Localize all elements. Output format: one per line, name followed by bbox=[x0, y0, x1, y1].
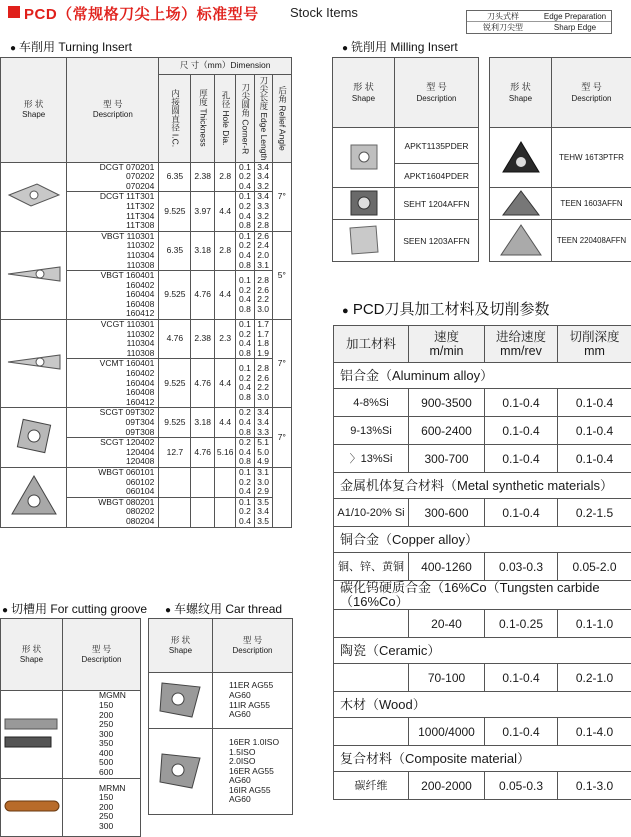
hole-cell: 2.3 bbox=[214, 320, 235, 359]
material-category-row bbox=[334, 581, 631, 610]
page-title-en: Stock Items bbox=[290, 5, 358, 20]
insert-shape-image bbox=[1, 408, 67, 468]
thread-table: 形 状 Shape 型 号 Description 11ER AG55 AG60 11IR AG55 AG60 16ER 1.0ISO 1.5ISO 2.0ISO 16ER AG55 AG60 16IR AG55 AG60 bbox=[148, 618, 293, 815]
section-thread: ● 车螺纹用 Car thread bbox=[165, 600, 282, 617]
table-row bbox=[334, 417, 631, 445]
value-cell: 0.1-0.4 bbox=[485, 417, 558, 445]
edge-cell: 3.4 3.4 3.2 bbox=[254, 162, 272, 192]
corner-cell: 0.1 0.2 0.4 bbox=[236, 162, 254, 192]
ic-cell bbox=[159, 467, 191, 497]
value-cell: 900-3500 bbox=[409, 389, 485, 417]
ic-cell bbox=[159, 497, 191, 527]
corner-cell: 0.1 0.2 0.4 0.8 bbox=[236, 271, 254, 320]
groove-insert-image-mrmn bbox=[1, 779, 63, 837]
thickness-cell: 4.76 bbox=[191, 271, 215, 320]
relief-angle-cell: 7° bbox=[272, 162, 291, 231]
table-row bbox=[334, 610, 631, 638]
value-cell: 0.1-0.4 bbox=[485, 499, 558, 527]
model-cell: DCGT 11T301 11T302 11T304 11T308 bbox=[67, 192, 159, 231]
corner-cell: 0.1 0.2 0.4 bbox=[236, 497, 254, 527]
material-category-row bbox=[334, 638, 631, 664]
corner-cell: 0.2 0.4 0.8 bbox=[236, 438, 254, 468]
category-cell: 陶瓷（Ceramic） bbox=[334, 638, 631, 664]
model-cell: VCGT 110301 110302 110304 110308 bbox=[67, 320, 159, 359]
relief-angle-cell: 7° bbox=[272, 408, 291, 468]
legend-box: 刀头式样 Edge Preparation 锐利刀尖型 Sharp Edge bbox=[466, 10, 612, 34]
category-cell: 铝合金（Aluminum alloy） bbox=[334, 363, 631, 389]
thickness-cell: 3.97 bbox=[191, 192, 215, 231]
page-header bbox=[0, 0, 631, 24]
value-cell: 0.2-1.0 bbox=[558, 664, 631, 692]
material-category-row bbox=[334, 473, 631, 499]
thickness-cell bbox=[191, 467, 215, 497]
corner-cell: 0.2 0.4 0.8 bbox=[236, 408, 254, 438]
model-cell: WBGT 080201 080202 080204 bbox=[67, 497, 159, 527]
material-category-row bbox=[334, 746, 631, 772]
table-row bbox=[1, 408, 292, 438]
value-cell: 70-100 bbox=[409, 664, 485, 692]
material-category-row bbox=[334, 692, 631, 718]
model-cell: VBGT 110301 110302 110304 110308 bbox=[67, 231, 159, 270]
ic-cell: 6.35 bbox=[159, 231, 191, 270]
ic-cell: 9.525 bbox=[159, 359, 191, 408]
hole-cell: 4.4 bbox=[214, 408, 235, 438]
value-cell: 4-8%Si bbox=[334, 389, 409, 417]
thickness-cell: 2.38 bbox=[191, 162, 215, 192]
header-cell: 速度 m/min bbox=[409, 326, 485, 363]
value-cell: 0.1-0.4 bbox=[558, 445, 631, 473]
value-cell: 300-700 bbox=[409, 445, 485, 473]
category-cell: 金属机体复合材料（Metal synthetic materials） bbox=[334, 473, 631, 499]
value-cell: 1000/4000 bbox=[409, 718, 485, 746]
page-title: PCD（常规格刀尖上场）标准型号 bbox=[24, 3, 259, 24]
value-cell: 0.05-0.3 bbox=[485, 772, 558, 800]
category-cell: 碳化钨硬质合金（16%Co（Tungsten carbide（16%Co） bbox=[334, 581, 631, 610]
corner-cell: 0.1 0.2 0.4 0.8 bbox=[236, 320, 254, 359]
value-cell: 0.1-0.4 bbox=[485, 445, 558, 473]
value-cell: 0.1-0.4 bbox=[485, 718, 558, 746]
value-cell: 0.1-0.4 bbox=[558, 417, 631, 445]
table-row bbox=[1, 320, 292, 359]
value-cell: 600-2400 bbox=[409, 417, 485, 445]
table-row bbox=[334, 664, 631, 692]
model-cell: DCGT 070201 070202 070204 bbox=[67, 162, 159, 192]
hole-cell bbox=[214, 467, 235, 497]
edge-cell: 2.8 2.6 2.2 3.0 bbox=[254, 359, 272, 408]
ic-cell: 6.35 bbox=[159, 162, 191, 192]
category-cell: 复合材料（Composite material） bbox=[334, 746, 631, 772]
corner-cell: 0.1 0.2 0.4 0.8 bbox=[236, 359, 254, 408]
insert-shape-image bbox=[1, 320, 67, 408]
thickness-cell: 3.18 bbox=[191, 408, 215, 438]
value-cell: 0.1-0.4 bbox=[485, 664, 558, 692]
materials-header-row bbox=[334, 326, 631, 363]
value-cell bbox=[334, 718, 409, 746]
thread-insert-image-11 bbox=[149, 673, 213, 729]
model-cell: VBGT 160401 160402 160404 160408 160412 bbox=[67, 271, 159, 320]
table-row bbox=[334, 772, 631, 800]
value-cell: 碳纤维 bbox=[334, 772, 409, 800]
value-cell: 400-1260 bbox=[409, 553, 485, 581]
value-cell: 〉13%Si bbox=[334, 445, 409, 473]
model-cell: WBGT 060101 060102 060104 bbox=[67, 467, 159, 497]
ic-cell: 9.525 bbox=[159, 408, 191, 438]
ic-cell: 9.525 bbox=[159, 271, 191, 320]
model-cell: SCGT 120402 120404 120408 bbox=[67, 438, 159, 468]
corner-cell: 0.1 0.2 0.4 0.8 bbox=[236, 231, 254, 270]
value-cell: 0.2-1.5 bbox=[558, 499, 631, 527]
category-cell: 木材（Wood） bbox=[334, 692, 631, 718]
groove-table: 形 状 Shape 型 号 Description MGMN 150 200 250 300 350 400 500 600 MRMN 150 200 250 300 bbox=[0, 618, 141, 837]
value-cell: 20-40 bbox=[409, 610, 485, 638]
table-row bbox=[334, 718, 631, 746]
edge-cell: 2.6 2.4 2.0 3.1 bbox=[254, 231, 272, 270]
value-cell: 300-600 bbox=[409, 499, 485, 527]
edge-cell: 1.7 1.7 1.8 1.9 bbox=[254, 320, 272, 359]
thickness-cell: 4.76 bbox=[191, 359, 215, 408]
corner-cell: 0.1 0.2 0.4 0.8 bbox=[236, 192, 254, 231]
insert-image-apkt bbox=[333, 128, 395, 188]
insert-image-seht bbox=[333, 188, 395, 220]
value-cell: A1/10-20% Si bbox=[334, 499, 409, 527]
header-cell: 加工材料 bbox=[334, 326, 409, 363]
model-cell: VCMT 160401 160402 160404 160408 160412 bbox=[67, 359, 159, 408]
value-cell bbox=[334, 664, 409, 692]
material-category-row bbox=[334, 363, 631, 389]
model-cell: SCGT 09T302 09T304 09T308 bbox=[67, 408, 159, 438]
insert-image-teen-2204 bbox=[490, 220, 552, 262]
thickness-cell: 4.76 bbox=[191, 438, 215, 468]
ic-cell: 12.7 bbox=[159, 438, 191, 468]
edge-cell: 3.4 3.3 3.2 2.8 bbox=[254, 192, 272, 231]
table-row bbox=[1, 467, 292, 497]
value-cell bbox=[334, 610, 409, 638]
value-cell: 0.05-2.0 bbox=[558, 553, 631, 581]
value-cell: 0.1-0.4 bbox=[558, 389, 631, 417]
table-row bbox=[1, 231, 292, 270]
hole-cell: 4.4 bbox=[214, 359, 235, 408]
edge-cell: 3.4 3.4 3.3 bbox=[254, 408, 272, 438]
value-cell: 铜、锌、黄铜 bbox=[334, 553, 409, 581]
thickness-cell: 3.18 bbox=[191, 231, 215, 270]
value-cell: 200-2000 bbox=[409, 772, 485, 800]
hole-cell: 4.4 bbox=[214, 192, 235, 231]
table-row bbox=[1, 162, 292, 192]
table-row bbox=[334, 499, 631, 527]
ic-cell: 9.525 bbox=[159, 192, 191, 231]
section-turning: ● 车削用 Turning Insert bbox=[10, 38, 132, 55]
header-cell: 切削深度 mm bbox=[558, 326, 631, 363]
edge-cell: 2.8 2.6 2.2 3.0 bbox=[254, 271, 272, 320]
thickness-cell: 2.38 bbox=[191, 320, 215, 359]
hole-cell: 2.8 bbox=[214, 162, 235, 192]
material-category-row bbox=[334, 527, 631, 553]
relief-angle-cell bbox=[272, 467, 291, 527]
value-cell: 0.1-0.25 bbox=[485, 610, 558, 638]
insert-image-seen bbox=[333, 220, 395, 262]
hole-cell: 5.16 bbox=[214, 438, 235, 468]
thickness-cell bbox=[191, 497, 215, 527]
section-groove: ● 切槽用 For cutting groove bbox=[2, 600, 147, 617]
milling-table-right: 形 状 Shape 型 号 Description TEHW 16T3PTFR TEEN 1603AFFN TEEN 220408AFFN bbox=[489, 57, 631, 262]
hole-cell: 4.4 bbox=[214, 271, 235, 320]
red-square-icon bbox=[8, 6, 20, 18]
relief-angle-cell: 5° bbox=[272, 231, 291, 319]
insert-shape-image bbox=[1, 231, 67, 319]
materials-table bbox=[333, 325, 631, 800]
materials-title: ● PCD刀具加工材料及切削参数 bbox=[342, 298, 550, 319]
category-cell: 铜合金（Copper alloy） bbox=[334, 527, 631, 553]
milling-table-left: 形 状 Shape 型 号 Description APKT1135PDER APKT1604PDER SEHT 1204AFFN SEEN 1203AFFN bbox=[332, 57, 479, 262]
relief-angle-cell: 7° bbox=[272, 320, 291, 408]
value-cell: 0.1-4.0 bbox=[558, 718, 631, 746]
insert-image-tehw bbox=[490, 128, 552, 188]
header-cell: 进给速度 mm/rev bbox=[485, 326, 558, 363]
table-row bbox=[334, 445, 631, 473]
groove-insert-image-mgmn bbox=[1, 691, 63, 779]
value-cell: 0.1-0.4 bbox=[485, 389, 558, 417]
section-milling: ● 铣削用 Milling Insert bbox=[342, 38, 458, 55]
hole-cell bbox=[214, 497, 235, 527]
value-cell: 0.1-3.0 bbox=[558, 772, 631, 800]
turning-insert-table: 形 状 Shape 型 号 Description 尺 寸（mm）Dimension 内接圆直径 I.C. 厚度 Thickness 孔径 Hole Dia. 刀尖圆角 Corner-R 刀尖长度 Edge Length 后角 Relief Angle DCGT 070201 070202 070204 6.35 2.38 2.8 0.1 0.2 0.4 3.4 3.4 3.2 7° DCGT 11T301 11T302 11T304 11T308 9.525 3.97 4.4 0.1 0.2 0.4 0.8 3.4 3.3 3.2 2.8 VBGT 110301 110302 110304 110308 6.35 3.18 2.8 0.1 0.2 0.4 0.8 2.6 2.4 2.0 3.1 5° VBGT 160401 160402 160404 160408 160412 9.525 4.76 4.4 0.1 0.2 0.4 0.8 2.8 2.6 2.2 3.0 VCGT 110301 110302 110304 110308 4.76 2.38 2.3 0.1 0.2 0.4 0.8 1.7 1.7 1.8 1.9 7° VCMT 160401 160402 160404 160408 160412 9.525 4.76 4.4 0.1 0.2 0.4 0.8 2.8 2.6 2.2 3.0 SCGT 09T302 09T304 09T308 9.525 3.18 4.4 0.2 0.4 0.8 3.4 3.4 3.3 7° SCGT 120402 120404 120408 12.7 4.76 5.16 0.2 0.4 0.8 5.1 5.0 4.9 WBGT 060101 060102 060104 0.1 0.2 0.4 3.1 3.0 2.9 WBGT 080201 080202 080204 0.1 0.2 0.4 3.5 3.4 3.5 bbox=[0, 57, 292, 528]
table-row bbox=[334, 389, 631, 417]
hole-cell: 2.8 bbox=[214, 231, 235, 270]
insert-shape-image bbox=[1, 467, 67, 527]
value-cell: 0.03-0.3 bbox=[485, 553, 558, 581]
value-cell: 0.1-1.0 bbox=[558, 610, 631, 638]
edge-cell: 3.5 3.4 3.5 bbox=[254, 497, 272, 527]
edge-cell: 5.1 5.0 4.9 bbox=[254, 438, 272, 468]
value-cell: 9-13%Si bbox=[334, 417, 409, 445]
thread-insert-image-16 bbox=[149, 729, 213, 815]
ic-cell: 4.76 bbox=[159, 320, 191, 359]
insert-shape-image bbox=[1, 162, 67, 231]
table-row bbox=[334, 553, 631, 581]
insert-image-teen-1603 bbox=[490, 188, 552, 220]
corner-cell: 0.1 0.2 0.4 bbox=[236, 467, 254, 497]
edge-cell: 3.1 3.0 2.9 bbox=[254, 467, 272, 497]
